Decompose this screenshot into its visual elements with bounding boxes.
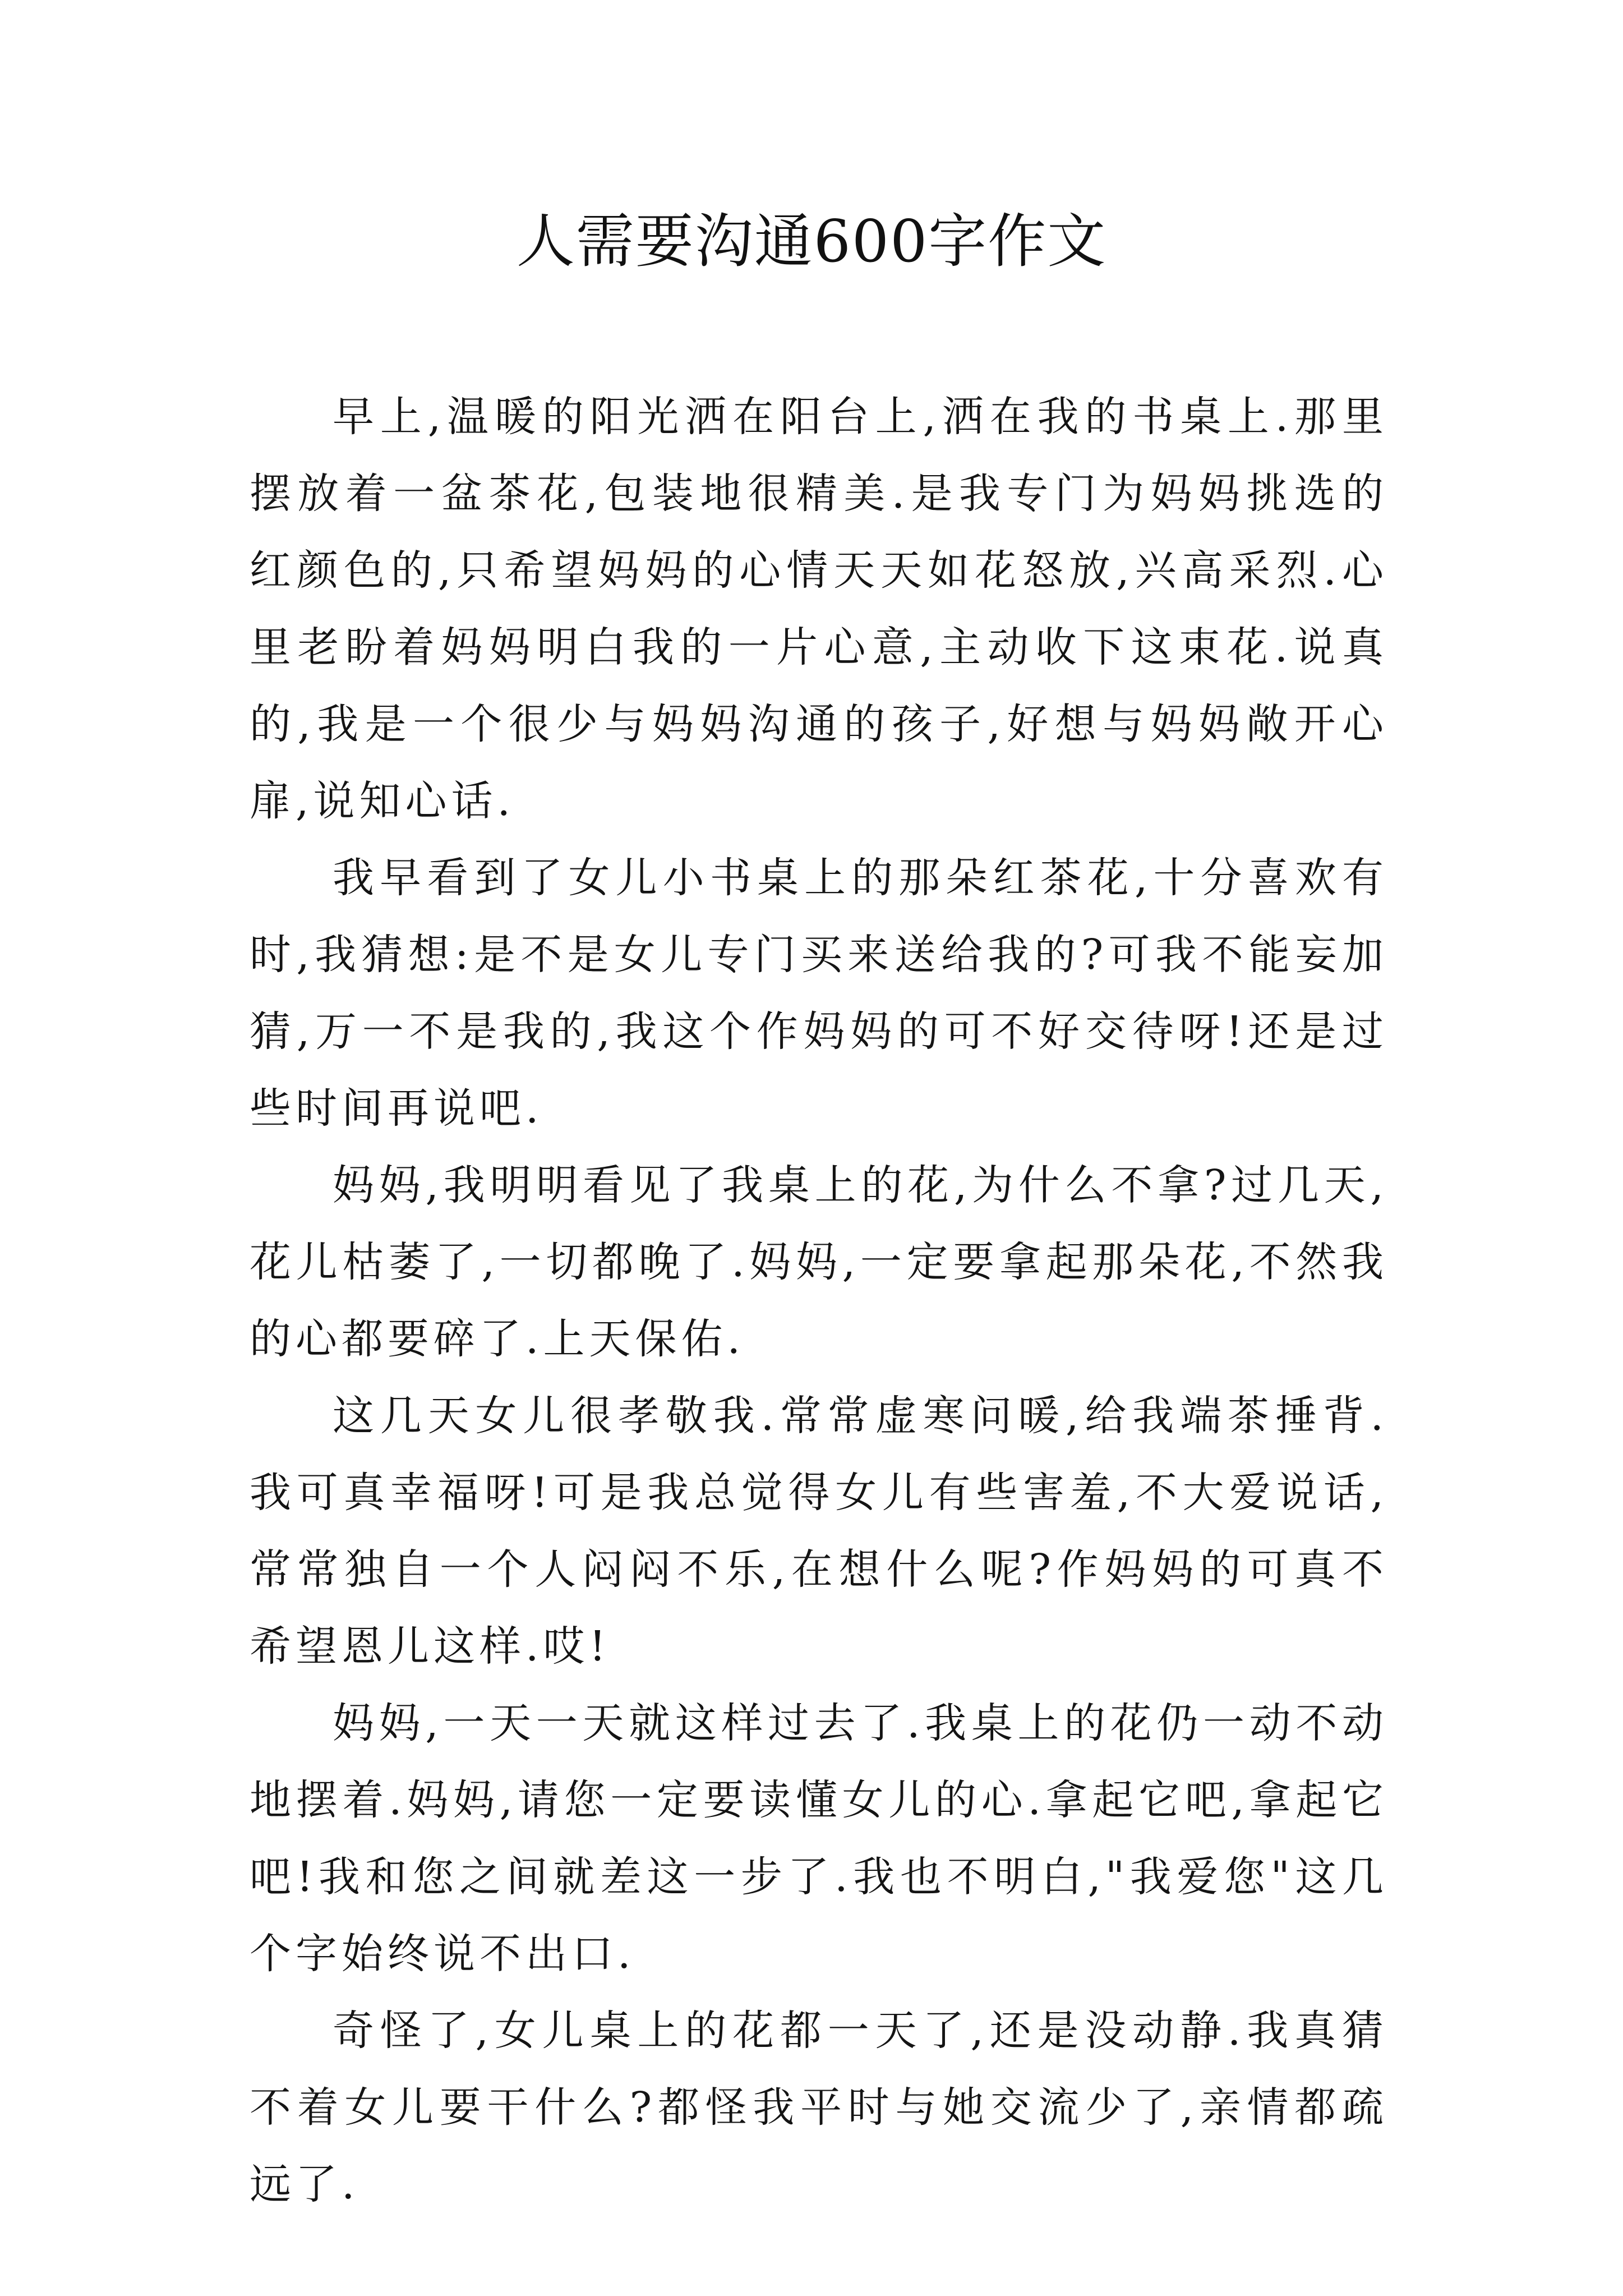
paragraph-2: 我早看到了女儿小书桌上的那朵红茶花,十分喜欢有时,我猜想:是不是女儿专门买来送给我的?可我不能妄加猜,万一不是我的,我这个作妈妈的可不好交待呀!还是过些时间再说吧. (250, 854, 1388, 1133)
paragraph-4: 这几天女儿很孝敬我.常常虚寒问暖,给我端茶捶背.我可真幸福呀!可是我总觉得女儿有些害羞,不大爱说话,常常独自一个人闷闷不乐,在想什么呢?作妈妈的可真不希望恩儿这样.哎! (250, 1392, 1388, 1671)
document-title: 人需要沟通600字作文 (516, 207, 1107, 275)
paragraph-3: 妈妈,我明明看见了我桌上的花,为什么不拿?过几天,花儿枯萎了,一切都晚了.妈妈,一定要拿起那朵花,不然我的心都要碎了.上天保佑. (250, 1161, 1388, 1363)
paragraph-5: 妈妈,一天一天就这样过去了.我桌上的花仍一动不动地摆着.妈妈,请您一定要读懂女儿的心.拿起它吧,拿起它吧!我和您之间就差这一步了.我也不明白,"我爱您"这几个字始终说不出口. (250, 1699, 1388, 1978)
paragraph-6: 奇怪了,女儿桌上的花都一天了,还是没动静.我真猜不着女儿要干什么?都怪我平时与她交流少了,亲情都疏远了. (250, 2007, 1388, 2208)
paragraph-1: 早上,温暖的阳光洒在阳台上,洒在我的书桌上.那里摆放着一盆茶花,包装地很精美.是我专门为妈妈挑选的红颜色的,只希望妈妈的心情天天如花怒放,兴高采烈.心里老盼着妈妈明白我的一片心意,主动收下这束花.说真的,我是一个很少与妈妈沟通的孩子,好想与妈妈敞开心扉,说知心话. (250, 393, 1388, 825)
document-body (250, 379, 1388, 2223)
